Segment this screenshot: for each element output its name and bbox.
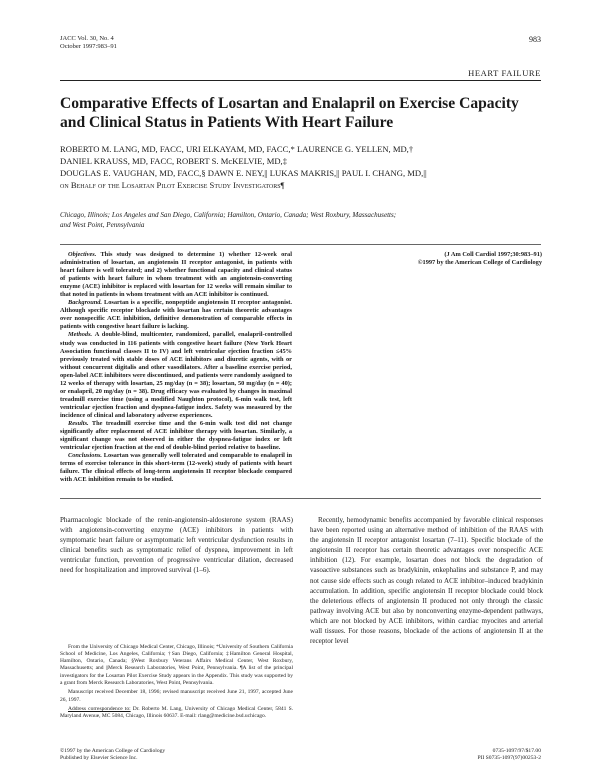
footnote-affiliations: From the University of Chicago Medical Center, Chicago, Illinois; *University of Southern California School of Medicine, Los Angeles, California; †San Diego, California; ‡Hamilton General Hospital, Hamilton, Ontario, Canada; §West Roxbury Veterans Affairs Medical Center, West Roxbury, Massachusetts; and ||Merck Research Laboratories, West Point, Pennsylvania. ¶A list of the principal investigators for the Losartan Pilot Exercise Study appears in the Appendix. This study was supported by a grant from Merck Research Laboratories, West Point, Pennsylvania. bbox=[60, 643, 293, 687]
footer-pii: PII S0735-1097(97)00253-2 bbox=[477, 755, 541, 761]
author-list bbox=[60, 143, 550, 191]
abstract-copyright: ©1997 by the American College of Cardiology bbox=[417, 259, 542, 267]
article-title: Comparative Effects of Losartan and Enalapril on Exercise Capacity and Clinical Status in Patients With Heart Failure bbox=[60, 95, 519, 131]
page-number: 983 bbox=[529, 35, 541, 44]
footnote-manuscript: Manuscript received December 18, 1996; revised manuscript received June 21, 1997, accepted June 26, 1997. bbox=[60, 689, 293, 703]
author-line-3: DOUGLAS E. VAUGHAN, MD, FACC,§ DAWN E. NEY,|| LUKAS MAKRIS,|| PAUL I. CHANG, MD,|| bbox=[60, 168, 427, 178]
abstract-methods: Methods. A double-blind, multicenter, randomized, parallel, enalapril-controlled study was conducted in 116 patients with congestive heart failure (New York Heart Association functional classes II to IV) and left ventricular ejection fraction ≤45% previously treated with stable doses of ACE inhibitors and diuretic agents, with or without concurrent digitalis and other vasodilators. After a baseline exercise period, open-label ACE inhibitors were discontinued, and patients were randomly assigned to 12 weeks of therapy with losartan, 25 mg/day (n = 38); losartan, 50 mg/day (n = 40); or enalapril, 20 mg/day (n = 38). Drug efficacy was evaluated by changes in maximal treadmill exercise time (using a modified Naughton protocol), 6-min walk test, left ventricular ejection fraction and dyspnea-fatigue index. Safety was measured by the incidence of clinical and laboratory adverse experiences. bbox=[60, 331, 292, 419]
footer-issn: 0735-1097/97/$17.00 bbox=[492, 748, 541, 754]
abstract-top-rule bbox=[60, 244, 541, 245]
footer-identifiers bbox=[477, 748, 541, 762]
abstract-bottom-rule bbox=[60, 498, 541, 499]
author-byline: on Behalf of the Losartan Pilot Exercise Study Investigators¶ bbox=[60, 180, 285, 190]
abstract-objectives: Objectives. This study was designed to determine 1) whether 12-week oral administration of losartan, an angiotensin II receptor antagonist, in patients with heart failure is well tolerated; and 2) whether functional capacity and clinical status of patients with heart failure in whom treatment with an angiotensin-converting enzyme (ACE) inhibitor is replaced with losartan for 12 weeks will remain similar to that noted in patients in whom treatment with an ACE inhibitor is continued. bbox=[60, 251, 292, 299]
abstract-citation: (J Am Coll Cardiol 1997;30:983–91) bbox=[444, 251, 542, 258]
footer-publisher-line: Published by Elsevier Science Inc. bbox=[60, 755, 138, 761]
journal-volume: JACC Vol. 30, No. 4 bbox=[60, 35, 114, 42]
article-body bbox=[60, 515, 543, 740]
affiliation-line-2: and West Point, Pennsylvania bbox=[60, 221, 145, 229]
abstract-conclusions: Conclusions. Losartan was generally well tolerated and comparable to enalapril in terms of exercise tolerance in this short-term (12-week) study of patients with heart failure. The clinical effects of long-term angiotensin II receptor blockade compared with ACE inhibition remain to be studied. bbox=[60, 452, 292, 484]
abstract-background: Background. Losartan is a specific, nonpeptide angiotensin II receptor antagonist. Although specific receptor blockade with losartan has certain theoretic advantages over nonspecific ACE inhibition, definitive demonstration of comparable effects in patients with congestive heart failure is lacking. bbox=[60, 299, 293, 331]
header-rule bbox=[60, 80, 541, 81]
footer-copyright-line: ©1997 by the American College of Cardiology bbox=[60, 748, 166, 754]
affiliation-block bbox=[60, 210, 510, 230]
journal-date-pages: October 1997:983–91 bbox=[60, 43, 117, 50]
footer-copyright bbox=[60, 748, 165, 762]
author-line-1: ROBERTO M. LANG, MD, FACC, URI ELKAYAM, MD, FACC,* LAURENCE G. YELLEN, MD,† bbox=[60, 144, 414, 154]
abstract bbox=[60, 251, 542, 491]
body-paragraph-2: Recently, hemodynamic benefits accompanied by favorable clinical responses have been reported using an alternative method of inhibition of the RAAS with the angiotensin II receptor antagonist losartan (7–11). Specific blockade of the angiotensin II receptor has certain theoretic advantages over nonspecific ACE inhibition (12). For example, losartan does not block the degradation of vasoactive substances such as bradykinin, enkephalins and substance P, and may not cause side effects such as cough related to ACE inhibitor–induced bradykinin accumulation. In addition, specific angiotensin II receptor blockade could block the deleterious effects of angiotensin II produced not only through the classic pathway involving ACE but also by nonconverting enzyme-dependent pathways, which are not blocked by ACE inhibitors, within cardiac myocites and arterial wall tissues. For those reasons, blockade of the actions of angiotensin II at the receptor level bbox=[310, 516, 543, 646]
abstract-results: Results. The treadmill exercise time and the 6-min walk test did not change significantly after replacement of ACE inhibitor therapy with losartan. Similarly, a significant change was not observed in either the dyspnea-fatigue index or left ventricular ejection fraction at the end of double-blind period relative to baseline. bbox=[60, 419, 292, 452]
body-paragraph-1: Pharmacologic blockade of the renin-angiotensin-aldosterone system (RAAS) with angiotensin-converting enzyme (ACE) inhibitors in patients with symptomatic heart failure or asymptomatic left ventricular dysfunction results in clinical benefits such as symptomatic relief of dyspnea, improvement in left ventricular function, prevention of progressive ventricular dilation, decreased need for hospitalization and improved survival (1–6). bbox=[60, 516, 293, 575]
author-line-2: DANIEL KRAUSS, MD, FACC, ROBERT S. McKELVIE, MD,‡ bbox=[60, 156, 287, 166]
affiliation-line-1: Chicago, Illinois; Los Angeles and San Diego, California; Hamilton, Ontario, Canada; West Roxbury, Massachusetts; bbox=[60, 211, 397, 219]
section-label: HEART FAILURE bbox=[468, 68, 541, 78]
journal-citation-header bbox=[60, 35, 117, 51]
footnote-correspondence: Address correspondence to: Dr. Roberto M. Lang, University of Chicago Medical Center, 5841 S. Maryland Avenue, MC 5084, Chicago, Illinois 60637. E-mail: rlang@medicine.bsd.uchicago. bbox=[60, 705, 293, 720]
